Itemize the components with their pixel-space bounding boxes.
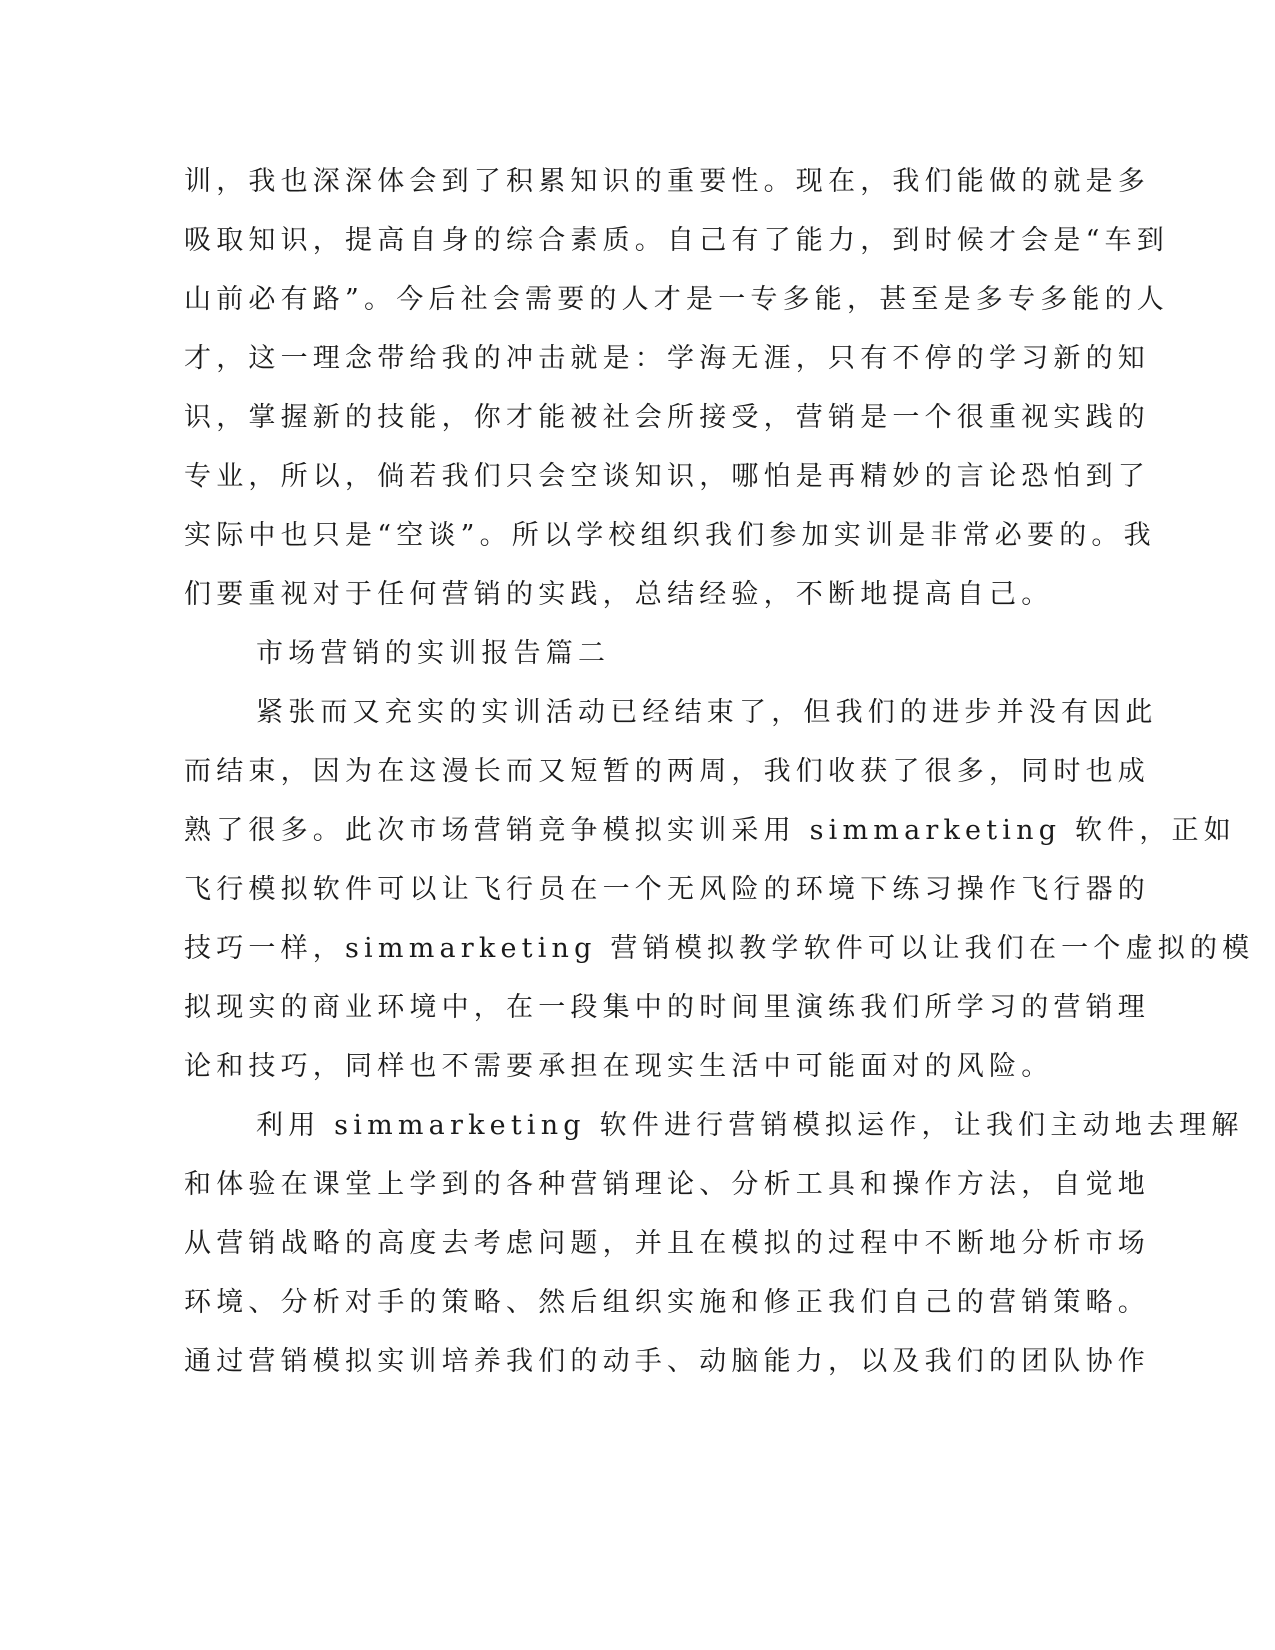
text-line: 训，我也深深体会到了积累知识的重要性。现在，我们能做的就是多 bbox=[184, 166, 1150, 197]
text-line: 通过营销模拟实训培养我们的动手、动脑能力，以及我们的团队协作 bbox=[184, 1346, 1150, 1377]
section-heading bbox=[184, 624, 1064, 683]
section-title: 市场营销的实训报告篇二 bbox=[256, 638, 611, 669]
text-line: 利用 simmarketing 软件进行营销模拟运作，让我们主动地去理解 bbox=[256, 1110, 1244, 1141]
paragraph-continuation bbox=[184, 152, 1170, 624]
text-line: 从营销战略的高度去考虑问题，并且在模拟的过程中不断地分析市场 bbox=[184, 1228, 1150, 1259]
document-body bbox=[184, 152, 1255, 1391]
text-line: 熟了很多。此次市场营销竞争模拟实训采用 simmarketing 软件，正如 bbox=[184, 815, 1236, 846]
text-line: 专业，所以，倘若我们只会空谈知识，哪怕是再精妙的言论恐怕到了 bbox=[184, 461, 1150, 492]
text-line: 才，这一理念带给我的冲击就是：学海无涯，只有不停的学习新的知 bbox=[184, 343, 1150, 374]
text-line: 山前必有路”。今后社会需要的人才是一专多能，甚至是多专多能的人 bbox=[184, 284, 1170, 315]
text-line: 技巧一样，simmarketing 营销模拟教学软件可以让我们在一个虚拟的模 bbox=[184, 933, 1255, 964]
text-line: 飞行模拟软件可以让飞行员在一个无风险的环境下练习操作飞行器的 bbox=[184, 874, 1150, 905]
text-line: 环境、分析对手的策略、然后组织实施和修正我们自己的营销策略。 bbox=[184, 1287, 1150, 1318]
text-line: 识，掌握新的技能，你才能被社会所接受，营销是一个很重视实践的 bbox=[184, 402, 1150, 433]
text-line: 和体验在课堂上学到的各种营销理论、分析工具和操作方法，自觉地 bbox=[184, 1169, 1150, 1200]
text-line: 论和技巧，同样也不需要承担在现实生活中可能面对的风险。 bbox=[184, 1051, 1054, 1082]
paragraph-intro bbox=[184, 683, 1255, 1096]
paragraph-simmarketing bbox=[184, 1096, 1244, 1391]
text-line: 而结束，因为在这漫长而又短暂的两周，我们收获了很多，同时也成 bbox=[184, 756, 1150, 787]
text-line: 拟现实的商业环境中，在一段集中的时间里演练我们所学习的营销理 bbox=[184, 992, 1150, 1023]
text-line: 吸取知识，提高自身的综合素质。自己有了能力，到时候才会是“车到 bbox=[184, 225, 1170, 256]
text-line: 实际中也只是“空谈”。所以学校组织我们参加实训是非常必要的。我 bbox=[184, 520, 1156, 551]
text-line: 紧张而又充实的实训活动已经结束了，但我们的进步并没有因此 bbox=[256, 697, 1158, 728]
text-line: 们要重视对于任何营销的实践，总结经验，不断地提高自己。 bbox=[184, 579, 1054, 610]
